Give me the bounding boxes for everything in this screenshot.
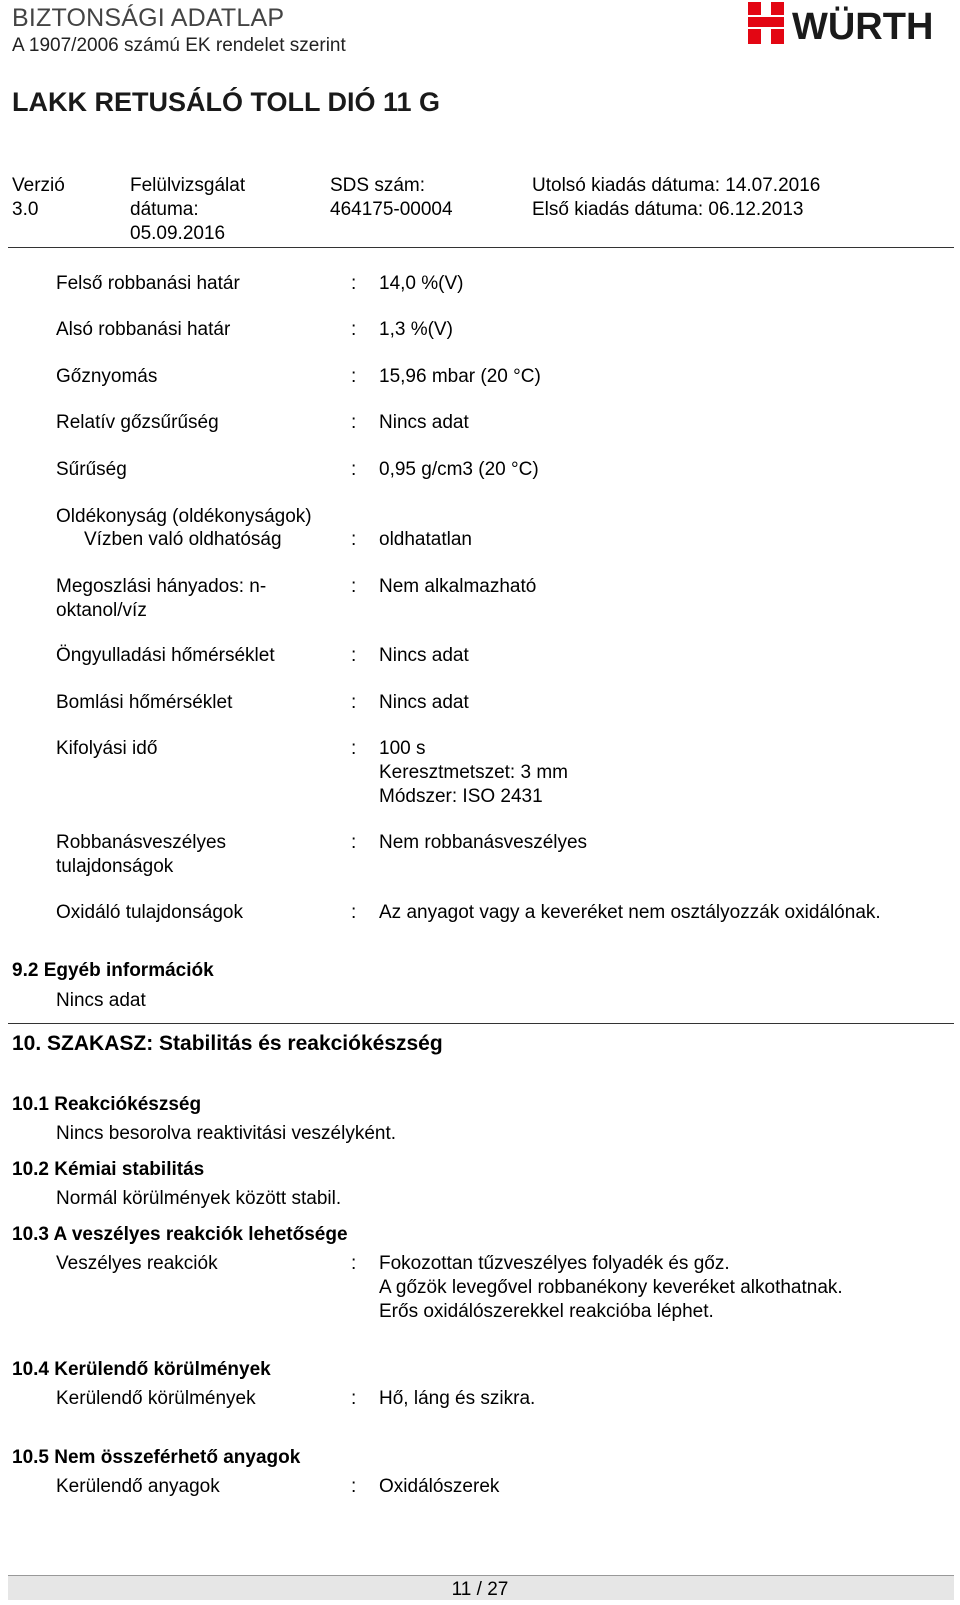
- property-label: Megoszlási hányados: n- oktanol/víz: [56, 576, 267, 621]
- property-colon: :: [351, 366, 357, 387]
- property-value: oldhatatlan: [379, 529, 472, 550]
- property-colon: :: [351, 459, 357, 480]
- property-label: Öngyulladási hőmérséklet: [56, 645, 275, 666]
- section-10-2-text: Normál körülmények között stabil.: [56, 1188, 342, 1209]
- section-10-1-text: Nincs besorolva reaktivitási veszélyként.: [56, 1123, 397, 1144]
- property-colon: :: [351, 902, 357, 923]
- wurth-logo: [748, 0, 954, 50]
- property-value: Nincs adat: [379, 412, 469, 433]
- property-colon: :: [351, 832, 357, 853]
- property-value: Nem alkalmazható: [379, 576, 537, 597]
- property-colon: :: [351, 273, 357, 294]
- section-9-2-text: Nincs adat: [56, 990, 146, 1011]
- property-colon: :: [351, 319, 357, 340]
- property-colon: :: [351, 529, 357, 550]
- meta-sds-number: SDS szám: 464175-00004: [330, 175, 453, 220]
- property-value: 15,96 mbar (20 °C): [379, 366, 541, 387]
- property-value: Oxidálószerek: [379, 1476, 500, 1497]
- property-value: Az anyagot vagy a keveréket nem osztályozzák oxidálónak.: [379, 902, 881, 923]
- property-label: Felső robbanási határ: [56, 273, 240, 294]
- property-label: Sűrűség: [56, 459, 127, 480]
- product-name: LAKK RETUSÁLÓ TOLL DIÓ 11 G: [12, 87, 441, 117]
- property-group-label: Oldékonyság (oldékonyságok): [56, 506, 312, 527]
- property-value: Nincs adat: [379, 645, 469, 666]
- meta-version: Verzió 3.0: [12, 175, 65, 220]
- property-label: Veszélyes reakciók: [56, 1253, 218, 1274]
- property-label: Robbanásveszélyes tulajdonságok: [56, 832, 227, 877]
- property-value: 1,3 %(V): [379, 319, 453, 340]
- property-colon: :: [351, 692, 357, 713]
- section-10-5-heading: 10.5 Nem összeférhető anyagok: [12, 1447, 301, 1468]
- wurth-logo-text: WÜRTH: [792, 6, 934, 48]
- section-10-1-heading: 10.1 Reakciókészség: [12, 1094, 202, 1115]
- section-10-heading: 10. SZAKASZ: Stabilitás és reakciókészség: [12, 1032, 443, 1055]
- section-10-3-heading: 10.3 A veszélyes reakciók lehetősége: [12, 1224, 348, 1245]
- section-9-2-heading: 9.2 Egyéb információk: [12, 960, 214, 981]
- property-colon: :: [351, 1253, 357, 1274]
- section-10-2-heading: 10.2 Kémiai stabilitás: [12, 1159, 205, 1180]
- property-label: Alsó robbanási határ: [56, 319, 231, 340]
- section-divider: [8, 1023, 954, 1024]
- property-label: Gőznyomás: [56, 366, 158, 387]
- meta-revision-date: Felülvizsgálat dátuma: 05.09.2016: [130, 175, 246, 244]
- property-label: Kerülendő körülmények: [56, 1388, 256, 1409]
- meta-issue-dates: Utolsó kiadás dátuma: 14.07.2016 Első kiadás dátuma: 06.12.2013: [532, 175, 821, 220]
- property-colon: :: [351, 1476, 357, 1497]
- property-value: 14,0 %(V): [379, 273, 464, 294]
- property-value: 0,95 g/cm3 (20 °C): [379, 459, 539, 480]
- property-colon: :: [351, 645, 357, 666]
- property-label: Vízben való oldhatóság: [84, 529, 282, 550]
- header-divider: [8, 247, 954, 248]
- property-colon: :: [351, 738, 357, 759]
- wurth-logo-mark: [748, 2, 784, 44]
- property-label: Kifolyási idő: [56, 738, 158, 759]
- section-10-4-heading: 10.4 Kerülendő körülmények: [12, 1359, 271, 1380]
- property-colon: :: [351, 1388, 357, 1409]
- property-value: Fokozottan tűzveszélyes folyadék és gőz. A gőzök levegővel robbanékony keveréket alkothatnak. Erős oxidálószerekkel reakcióba léphet.: [379, 1253, 843, 1322]
- regulation-subtitle: A 1907/2006 számú EK rendelet szerint: [12, 35, 346, 56]
- property-value: 100 s Keresztmetszet: 3 mm Módszer: ISO 2431: [379, 738, 568, 807]
- property-colon: :: [351, 412, 357, 433]
- property-label: Kerülendő anyagok: [56, 1476, 220, 1497]
- property-value: Nincs adat: [379, 692, 469, 713]
- property-label: Bomlási hőmérséklet: [56, 692, 233, 713]
- page-number: 11 / 27: [451, 1579, 509, 1600]
- property-colon: :: [351, 576, 357, 597]
- property-value: Nem robbanásveszélyes: [379, 832, 588, 853]
- property-label: Oxidáló tulajdonságok: [56, 902, 243, 923]
- property-value: Hő, láng és szikra.: [379, 1388, 536, 1409]
- document-title: BIZTONSÁGI ADATLAP: [12, 4, 285, 32]
- property-label: Relatív gőzsűrűség: [56, 412, 219, 433]
